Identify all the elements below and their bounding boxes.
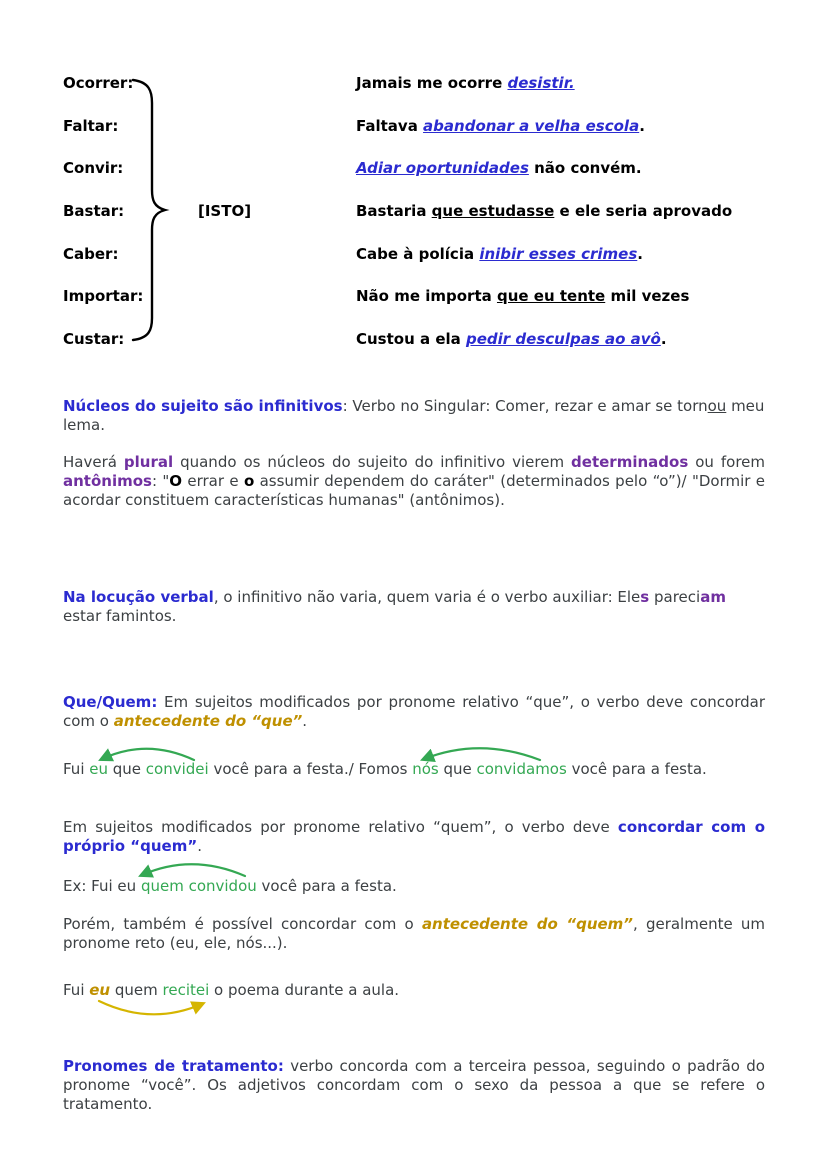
paragraph-locucao-verbal [63, 588, 765, 626]
text-segment: pedir desculpas ao avô [466, 330, 661, 348]
text-segment: eu [89, 981, 111, 999]
text-segment: que [438, 760, 477, 778]
text-segment: verbo concorda com a terceira pessoa, seguindo o padrão do pronome “você”. Os adjetivos concordam com o sexo da pessoa a que se refere o tratamento. [63, 1057, 765, 1113]
text-segment: que estudasse [431, 202, 555, 220]
sentence-recitei-example [63, 981, 765, 1000]
text-segment: Não me importa [356, 287, 497, 305]
text-segment: inibir esses crimes [479, 245, 638, 263]
text-segment: concordar com o próprio “quem” [63, 818, 765, 855]
text-segment: s [640, 588, 650, 606]
text-segment: plural [123, 453, 174, 471]
text-segment: desistir. [507, 74, 575, 92]
text-segment: antecedente do “quem” [421, 915, 633, 933]
text-segment: você para a festa. [256, 877, 397, 895]
text-segment: convidamos [476, 760, 567, 778]
paragraph-quem-regra [63, 818, 765, 856]
text-segment: Adiar oportunidades [356, 159, 529, 177]
text-segment: mil vezes [605, 287, 690, 305]
text-segment: e ele seria aprovado [554, 202, 733, 220]
text-segment: Bastaria [356, 202, 432, 220]
verb-label-convir: Convir: [63, 159, 124, 177]
text-segment: . [639, 117, 645, 135]
text-segment: Na locução verbal [63, 588, 214, 606]
text-segment: antecedente do “que” [113, 712, 303, 730]
text-segment: , o infinitivo não varia, quem varia é o verbo auxiliar: Ele [213, 588, 641, 606]
verb-label-caber: Caber: [63, 245, 119, 263]
text-segment: : " [151, 472, 170, 490]
text-segment: que eu tente [496, 287, 606, 305]
text-segment: Custou a ela [356, 330, 466, 348]
verb-example-custar [356, 330, 667, 348]
verb-label-ocorrer: Ocorrer: [63, 74, 134, 92]
text-segment: Em sujeitos modificados por pronome relativo “que”, o verbo deve concordar com o [63, 693, 765, 730]
verb-example-convir [356, 159, 642, 177]
text-segment: que [108, 760, 146, 778]
text-segment: . [660, 330, 667, 348]
agreement-arrow-quem-convidou [142, 864, 245, 876]
text-segment: pareci [649, 588, 701, 606]
text-segment: ou forem [688, 453, 765, 471]
text-segment: Ex: Fui eu [63, 877, 141, 895]
verb-label-bastar: Bastar: [63, 202, 125, 220]
verb-example-importar [356, 287, 689, 305]
agreement-arrow-eu-recitei [99, 1001, 202, 1014]
text-segment: determinados [571, 453, 689, 471]
text-segment: Fui [63, 760, 90, 778]
text-segment: assumir dependem do caráter" (determinados pelo “o”)/ "Dormir e acordar constituem características humanas" (antônimos). [63, 472, 765, 509]
text-segment: quem [110, 981, 163, 999]
text-segment: , geralmente um pronome reto (eu, ele, nós...). [63, 915, 766, 952]
text-segment: o poema durante a aula. [209, 981, 400, 999]
text-segment: ou [707, 397, 727, 415]
agreement-arrow-nos-convidamos [424, 748, 540, 760]
text-segment: você para a festa. [566, 760, 707, 778]
text-segment: quando os núcleos do sujeito do infinitivo vierem [173, 453, 572, 471]
verb-example-ocorrer [356, 74, 575, 92]
text-segment: Fui [63, 981, 90, 999]
verb-example-caber [356, 245, 643, 263]
text-segment: Faltava [356, 117, 424, 135]
paragraph-que-quem [63, 693, 765, 731]
text-segment: Núcleos do sujeito são infinitivos [63, 397, 343, 415]
text-segment: O [169, 472, 183, 490]
text-segment: estar famintos. [63, 607, 177, 625]
text-segment: o [243, 472, 255, 490]
text-segment: convidei [145, 760, 209, 778]
text-segment: Cabe à polícia [356, 245, 480, 263]
agreement-arrow-eu-convidei [102, 749, 194, 760]
text-segment: quem convidou [140, 877, 257, 895]
paragraph-plural-antonimos [63, 453, 765, 510]
isto-label: [ISTO] [198, 202, 252, 220]
text-segment: Jamais me ocorre [356, 74, 508, 92]
text-segment: abandonar a velha escola [423, 117, 640, 135]
text-segment: Pronomes de tratamento: [63, 1057, 284, 1075]
text-segment: recitei [162, 981, 210, 999]
text-segment: antônimos [63, 472, 152, 490]
verb-label-importar: Importar: [63, 287, 144, 305]
verb-example-bastar [356, 202, 732, 220]
text-segment: Em sujeitos modificados por pronome relativo “quem”, o verbo deve [63, 818, 618, 836]
text-segment: eu [89, 760, 108, 778]
text-segment: não convém. [528, 159, 642, 177]
text-segment: . [302, 712, 308, 730]
text-segment: . [197, 837, 202, 855]
text-segment: você para a festa./ Fomos [208, 760, 413, 778]
verb-label-custar: Custar: [63, 330, 125, 348]
text-segment: errar e [182, 472, 244, 490]
sentence-quem-example [63, 877, 765, 896]
verb-label-faltar: Faltar: [63, 117, 119, 135]
text-segment: : Verbo no Singular: Comer, rezar e amar se torn [342, 397, 708, 415]
verb-example-faltar [356, 117, 645, 135]
paragraph-nucleos-infinitivos [63, 397, 765, 435]
text-segment: Porém, também é possível concordar com o [63, 915, 422, 933]
text-segment: am [700, 588, 726, 606]
text-segment: Haverá [63, 453, 124, 471]
text-segment: meu lema. [63, 397, 765, 434]
paragraph-pronomes-tratamento [63, 1057, 765, 1114]
text-segment: . [637, 245, 643, 263]
sentence-que-examples [63, 760, 765, 779]
paragraph-antecedente-quem [63, 915, 765, 953]
text-segment: nós [412, 760, 439, 778]
text-segment: Que/Quem: [63, 693, 158, 711]
